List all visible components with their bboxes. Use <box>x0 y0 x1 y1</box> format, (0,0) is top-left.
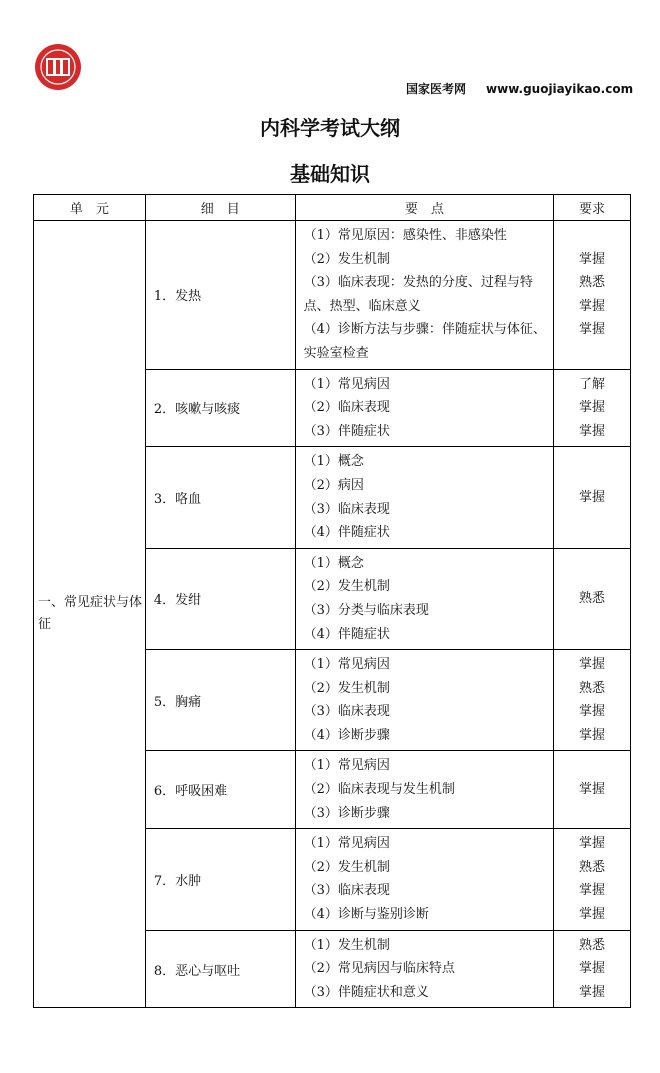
point-text: （2）发生机制 <box>303 251 390 267</box>
item-cell: 3．咯血 <box>145 447 295 548</box>
point-text: （4）伴随症状 <box>303 525 390 541</box>
point-text: （2）病因 <box>303 477 364 493</box>
requirement-text: 掌握 <box>579 423 606 439</box>
point-text: （3）诊断步骤 <box>303 805 390 821</box>
requirement-text: 掌握 <box>579 400 606 416</box>
col-header-item: 细 目 <box>145 195 295 221</box>
point-text: （4）诊断方法与步骤：伴随症状与体征、实验室检查 <box>303 322 546 361</box>
points-cell <box>295 650 554 751</box>
points-cell <box>295 930 554 1008</box>
requirement-text: 掌握 <box>579 836 606 852</box>
unit-cell: 一、常见症状与体征 <box>34 221 146 1008</box>
requirement-cell <box>554 930 631 1008</box>
requirement-cell <box>554 548 631 649</box>
point-text: （3）伴随症状和意义 <box>303 984 429 1000</box>
point-text: （3）临床表现 <box>303 501 390 517</box>
requirement-text: 掌握 <box>579 704 606 720</box>
point-text: （4）诊断与鉴别诊断 <box>303 907 429 923</box>
page-subtitle: 基础知识 <box>290 162 370 186</box>
requirement-cell <box>554 221 631 370</box>
requirement-cell <box>554 829 631 930</box>
point-text: （2）常见病因与临床特点 <box>303 961 455 977</box>
requirement-text: 了解 <box>579 376 606 392</box>
point-text: （4）伴随症状 <box>303 626 390 642</box>
item-cell: 7．水肿 <box>145 829 295 930</box>
item-cell: 5．胸痛 <box>145 650 295 751</box>
points-cell <box>295 751 554 829</box>
point-text: （1）常见病因 <box>303 758 390 774</box>
syllabus-table <box>33 194 631 1008</box>
requirement-cell <box>554 369 631 447</box>
col-header-points: 要 点 <box>295 195 554 221</box>
item-cell: 2．咳嗽与咳痰 <box>145 369 295 447</box>
points-cell <box>295 548 554 649</box>
requirement-text: 掌握 <box>579 782 606 798</box>
requirement-text: 熟悉 <box>579 591 606 607</box>
point-text: （3）临床表现 <box>303 704 390 720</box>
point-text: （1）常见原因：感染性、非感染性 <box>303 228 507 243</box>
point-text: （1）概念 <box>303 454 364 470</box>
requirement-cell <box>554 751 631 829</box>
requirement-text: 熟悉 <box>579 275 606 291</box>
point-text: （1）常见病因 <box>303 376 390 392</box>
point-text: （2）发生机制 <box>303 579 390 595</box>
site-logo <box>33 42 83 92</box>
point-text: （3）临床表现：发热的分度、过程与特点、热型、临床意义 <box>303 275 533 314</box>
item-cell: 6．呼吸困难 <box>145 751 295 829</box>
item-cell: 4．发绀 <box>145 548 295 649</box>
col-header-unit: 单 元 <box>34 195 146 221</box>
requirement-cell <box>554 650 631 751</box>
requirement-text: 掌握 <box>579 883 606 899</box>
point-text: （3）临床表现 <box>303 883 390 899</box>
site-header <box>406 80 633 97</box>
table-row <box>34 221 631 370</box>
requirement-text: 掌握 <box>579 657 606 673</box>
requirement-text: 掌握 <box>579 251 606 267</box>
requirement-text: 掌握 <box>579 907 606 923</box>
points-cell <box>295 447 554 548</box>
requirement-text: 掌握 <box>579 984 606 1000</box>
point-text: （4）诊断步骤 <box>303 727 390 743</box>
points-cell <box>295 221 554 370</box>
requirement-text: 掌握 <box>579 298 606 314</box>
requirement-text: 掌握 <box>579 727 606 743</box>
point-text: （1）常见病因 <box>303 657 390 673</box>
point-text: （2）临床表现与发生机制 <box>303 782 455 798</box>
point-text: （3）分类与临床表现 <box>303 602 429 618</box>
requirement-text: 掌握 <box>579 489 606 505</box>
table-header-row <box>34 195 631 221</box>
point-text: （2）发生机制 <box>303 680 390 696</box>
point-text: （1）概念 <box>303 555 364 571</box>
site-url[interactable]: www.guojiayikao.com <box>486 82 634 96</box>
col-header-requirement: 要求 <box>554 195 631 221</box>
site-name: 国家医考网 <box>406 82 467 96</box>
page-title: 内科学考试大纲 <box>260 116 400 140</box>
point-text: （2）临床表现 <box>303 400 390 416</box>
requirement-text: 熟悉 <box>579 937 606 953</box>
points-cell <box>295 829 554 930</box>
requirement-text: 熟悉 <box>579 859 606 875</box>
requirement-cell <box>554 447 631 548</box>
point-text: （1）发生机制 <box>303 937 390 953</box>
point-text: （1）常见病因 <box>303 836 390 852</box>
requirement-text: 熟悉 <box>579 680 606 696</box>
item-cell: 8．恶心与呕吐 <box>145 930 295 1008</box>
points-cell <box>295 369 554 447</box>
item-cell: 1．发热 <box>145 221 295 370</box>
requirement-text: 掌握 <box>579 961 606 977</box>
requirement-text: 掌握 <box>579 322 606 338</box>
point-text: （3）伴随症状 <box>303 423 390 439</box>
point-text: （2）发生机制 <box>303 859 390 875</box>
